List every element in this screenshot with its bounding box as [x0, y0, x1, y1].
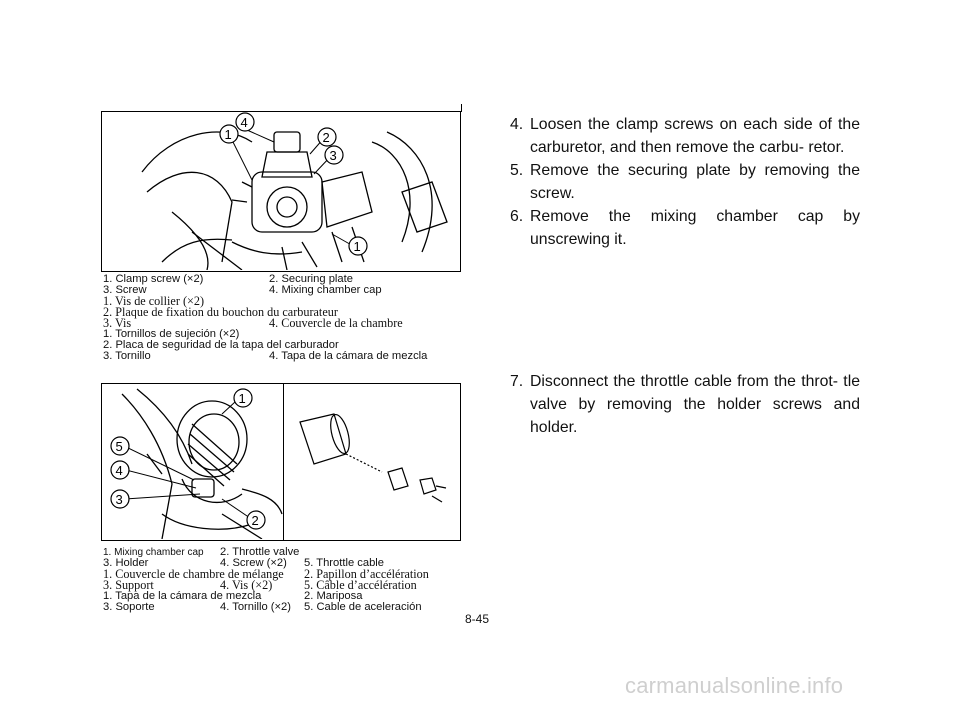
callout-number: 1 — [224, 127, 232, 142]
caption-item: 2. Placa de seguridad de la tapa del carburador — [103, 339, 339, 351]
watermark: carmanualsonline.info — [625, 673, 844, 698]
caption-item: 3. Vis — [103, 316, 132, 330]
carburetor-figure — [101, 111, 461, 272]
caption-item: 1. Tornillos de sujeción (×2) — [103, 328, 240, 340]
caption-item: 1. Vis de collier (×2) — [103, 294, 205, 308]
caption-item: 2. Plaque de fixation du bouchon du carburateur — [103, 305, 338, 319]
caption-item: 2. Papillon d’accélération — [304, 567, 429, 581]
callout-number: 2 — [251, 513, 259, 528]
column-separator — [461, 104, 462, 112]
page-number: 8-45 — [465, 612, 490, 626]
step-text: Disconnect the throttle cable from the throt- tle valve by removing the holder screws and holder. — [530, 373, 860, 436]
caption-item: 1. Couvercle de chambre de mélange — [103, 567, 284, 581]
instruction-steps-first — [510, 113, 860, 251]
throttle-valve-figure — [101, 383, 461, 541]
instruction-step — [510, 159, 860, 205]
caption-row-es-2 — [103, 602, 463, 613]
caption-item: 3. Holder — [103, 557, 149, 569]
callout-number: 3 — [329, 148, 337, 163]
caption-item: 2. Mariposa — [304, 590, 363, 602]
caption-item: 5. Throttle cable — [304, 557, 385, 569]
callout-number: 4 — [240, 115, 248, 130]
caption-item: 3. Screw — [103, 284, 147, 296]
caption-item: 4. Screw (×2) — [220, 557, 287, 569]
step-number: 6. — [510, 208, 524, 225]
caption-item: 4. Vis (×2) — [220, 578, 273, 592]
caption-item: 1. Clamp screw (×2) — [103, 273, 204, 285]
figure-bottom-caption — [103, 547, 463, 613]
throttle-valve-drawing — [102, 384, 460, 539]
caption-item: 5. Câble d’accélération — [304, 578, 417, 592]
caption-item: 4. Couvercle de la chambre — [269, 316, 403, 330]
caption-item: 4. Mixing chamber cap — [269, 284, 382, 296]
caption-item: 1. Tapa de la cámara de mezcla — [103, 590, 262, 602]
step-number: 4. — [510, 116, 524, 133]
callout-number: 1 — [238, 391, 246, 406]
caption-item: 3. Tornillo — [103, 350, 151, 362]
caption-row-es-3 — [103, 351, 463, 362]
caption-item: 3. Support — [103, 578, 154, 592]
callout-number: 5 — [115, 439, 123, 454]
step-number: 5. — [510, 162, 524, 179]
step-text: Remove the securing plate by removing the screw. — [530, 162, 860, 202]
callout-number: 3 — [115, 492, 123, 507]
step-number: 7. — [510, 373, 524, 390]
figure-top-caption — [103, 274, 463, 362]
caption-item: 2. Securing plate — [269, 273, 353, 285]
caption-item: 1. Mixing chamber cap — [103, 547, 204, 558]
step-text: Loosen the clamp screws on each side of the carburetor, and then remove the carbu- retor. — [530, 116, 860, 156]
instruction-step — [510, 113, 860, 159]
callout-number: 2 — [322, 130, 330, 145]
instruction-steps-second — [510, 370, 860, 439]
callout-number: 4 — [115, 463, 123, 478]
callout-number: 1 — [353, 239, 361, 254]
step-text: Remove the mixing chamber cap by unscrewing it. — [530, 208, 860, 248]
carburetor-drawing — [102, 112, 460, 270]
caption-item: 2. Throttle valve — [220, 546, 300, 558]
caption-item: 4. Tapa de la cámara de mezcla — [269, 350, 428, 362]
caption-item: 4. Tornillo (×2) — [220, 601, 291, 613]
instruction-step — [510, 370, 860, 439]
caption-item: 5. Cable de aceleración — [304, 601, 422, 613]
caption-item: 3. Soporte — [103, 601, 155, 613]
instruction-step — [510, 205, 860, 251]
